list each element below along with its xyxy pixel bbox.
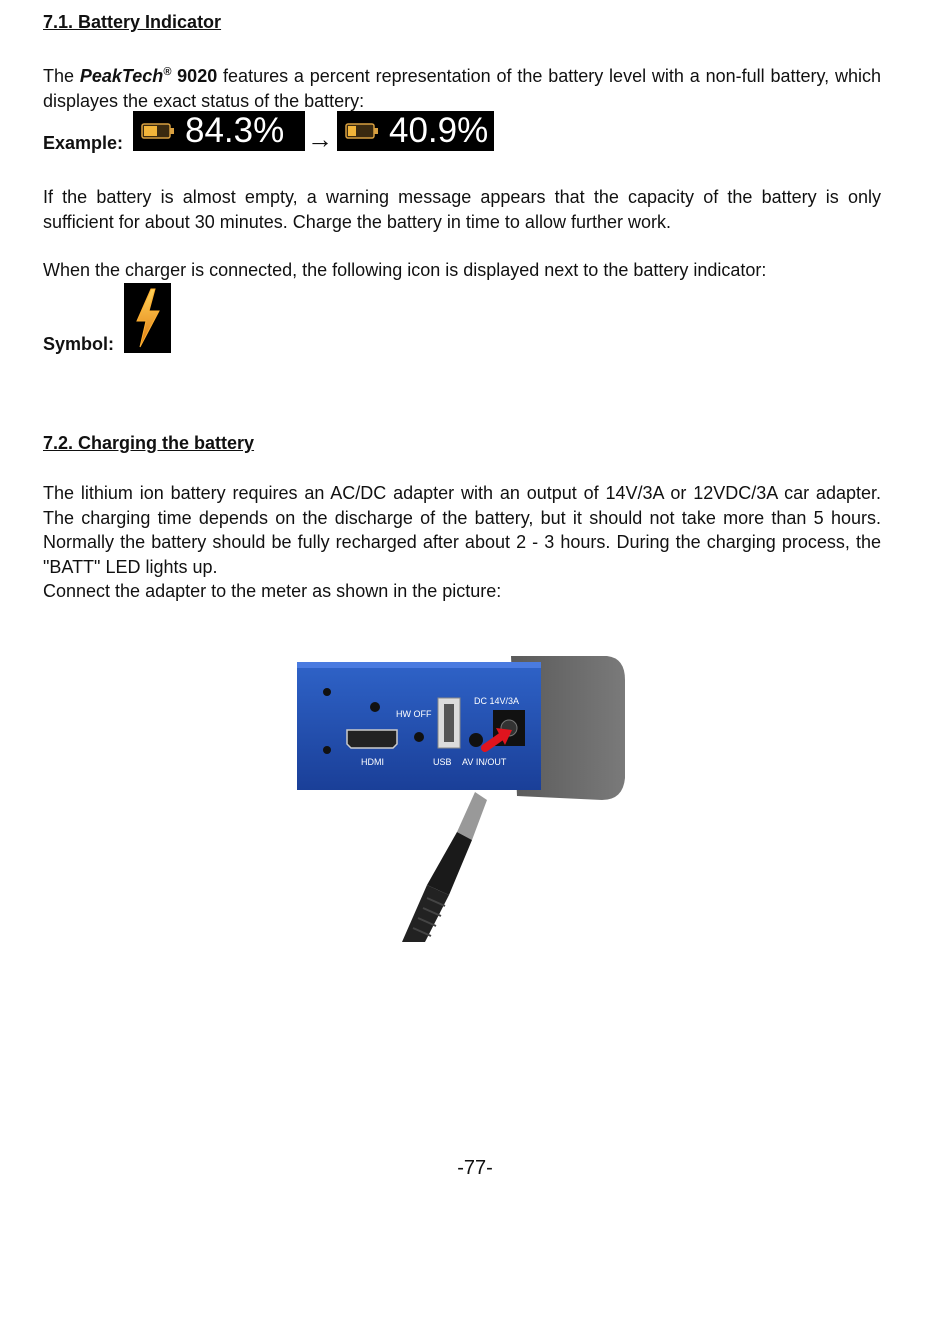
battery-indicator-example-full <box>133 111 305 151</box>
connect-instruction: Connect the adapter to the meter as shown in the picture: <box>43 581 502 601</box>
section-heading-charging: 7.2. Charging the battery <box>43 433 255 453</box>
hdmi-label: HDMI <box>361 757 384 767</box>
battery-percent-before: 84.3% <box>185 111 285 150</box>
hw-off-label: HW OFF <box>396 709 432 719</box>
warning-paragraph: If the battery is almost empty, a warning message appears that the capacity of the battery is only sufficient for about 30 minutes. Charge the battery in time to allow further work. <box>43 187 881 232</box>
device-charging-photo <box>297 650 627 942</box>
battery-icon <box>345 121 379 141</box>
av-label: AV IN/OUT <box>462 757 507 767</box>
intro-paragraph <box>43 60 881 113</box>
battery-percent-after: 40.9% <box>389 111 489 150</box>
intro-pre: The <box>43 66 80 86</box>
intro-post: features a percent representation of the battery level with a non-full battery, which displayes the exact status of the battery: <box>43 66 881 111</box>
model-number: 9020 <box>171 66 218 86</box>
section-heading-battery-indicator: 7.1. Battery Indicator <box>43 12 222 32</box>
dc-label: DC 14V/3A <box>474 696 520 706</box>
charger-paragraph: When the charger is connected, the following icon is displayed next to the battery indicator: <box>43 260 767 280</box>
example-label: Example: <box>43 133 124 153</box>
page-number: -77- <box>457 1157 493 1179</box>
arrow-right-icon: → <box>307 124 333 154</box>
battery-icon <box>141 121 175 141</box>
charging-paragraph: The lithium ion battery requires an AC/DC adapter with an output of 14V/3A or 12VDC/3A car adapter. The charging time depends on the discharge of the battery, but it should not take more than 5 hours. Normally the battery should be fully recharged after about 2 - 3 hours. During the charging process, the "BATT" LED lights up. <box>43 483 881 577</box>
battery-indicator-example-low <box>337 111 494 151</box>
lightning-bolt-icon <box>124 283 171 353</box>
usb-label: USB <box>433 757 452 767</box>
registered-mark: ® <box>163 66 172 78</box>
brand-name: PeakTech <box>79 66 164 86</box>
symbol-label: Symbol: <box>43 334 115 354</box>
